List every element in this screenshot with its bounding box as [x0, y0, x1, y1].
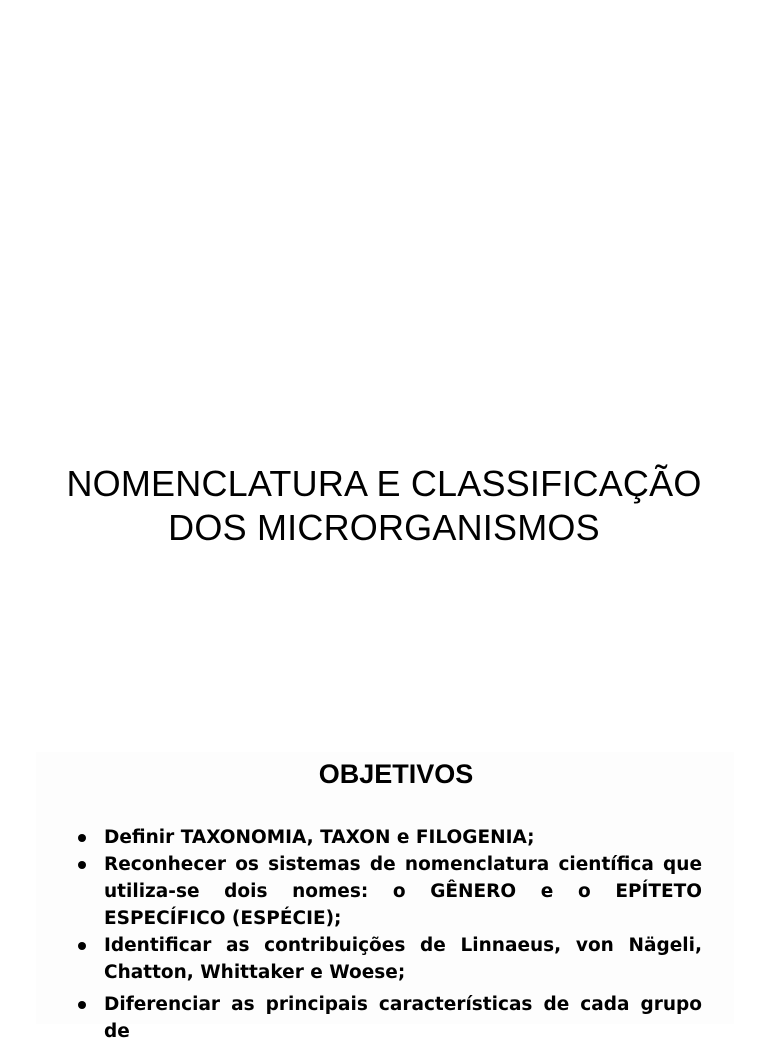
objective-item: [36, 932, 734, 986]
objective-text: Definir TAXONOMIA, TAXON e FILOGENIA;: [104, 827, 535, 848]
bullet-icon: [78, 942, 86, 950]
bullet-icon: [78, 834, 86, 842]
slide-title-line-1: NOMENCLATURA E CLASSIFICAÇÃO: [66, 463, 702, 504]
slide-title: [0, 462, 768, 550]
objectives-heading: OBJETIVOS: [318, 759, 474, 789]
bullet-icon: [78, 1001, 86, 1009]
objective-text: Identificar as contribuições de Linnaeus, von Nägeli, Chatton, Whittaker e Woese;: [104, 935, 702, 983]
objectives-panel: [36, 752, 734, 1042]
objective-item: [36, 824, 734, 851]
objective-item: [36, 991, 734, 1045]
objectives-list: [36, 824, 734, 1045]
objective-item: [36, 851, 734, 932]
objective-text: Reconhecer os sistemas de nomenclatura científica que utiliza-se dois nomes: o GÊNERO e o EPÍTETO ESPECÍFICO (ESPÉCIE);: [104, 854, 702, 929]
objective-text: Diferenciar as principais características de cada grupo de: [104, 994, 702, 1042]
bullet-icon: [78, 861, 86, 869]
slide-title-line-2: DOS MICRORGANISMOS: [168, 507, 600, 548]
